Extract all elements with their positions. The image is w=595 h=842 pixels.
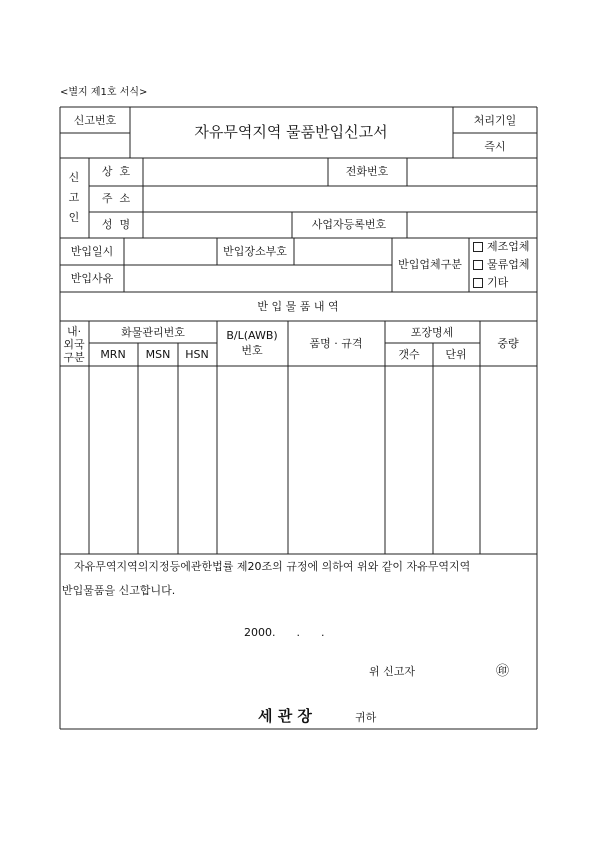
entry-place-code-label: 반입장소부호 — [223, 245, 287, 258]
declaration-statement-line2: 반입물품을 신고합니다. — [62, 584, 176, 597]
company-type-option-label: 물류업체 — [487, 258, 530, 271]
col-mrn: MRN — [100, 348, 126, 361]
entry-place-code-field[interactable] — [295, 239, 391, 264]
name-field[interactable] — [144, 213, 291, 237]
company-name-label: 상 호 — [101, 165, 131, 178]
items-entry-area[interactable] — [61, 367, 536, 553]
col-cargo-mgmt-number: 화물관리번호 — [121, 326, 185, 339]
processing-period-label: 처리기일 — [473, 114, 517, 127]
company-type-label: 반입업체구분 — [398, 258, 462, 271]
col-count: 갯수 — [398, 348, 420, 361]
report-number-field[interactable] — [60, 134, 130, 157]
company-type-option-label: 기타 — [487, 276, 509, 289]
phone-label: 전화번호 — [345, 165, 389, 178]
items-section-title: 반 입 물 품 내 역 — [257, 300, 339, 313]
col-domestic-1: 내· — [66, 325, 82, 338]
address-label: 주 소 — [101, 192, 131, 205]
declarant-char-2: 고 — [68, 191, 80, 204]
company-name-field[interactable] — [144, 159, 327, 185]
declaration-date: 2000. . . — [244, 626, 325, 639]
declarant-char-1: 신 — [68, 171, 80, 184]
entry-date-field[interactable] — [125, 239, 216, 264]
entry-reason-label: 반입사유 — [70, 272, 114, 285]
report-number-label: 신고번호 — [73, 114, 117, 127]
checkbox-icon — [473, 242, 483, 252]
form-number-label: <별지 제1호 서식> — [60, 87, 148, 98]
col-bl-awb-1: B/L(AWB) — [226, 329, 278, 342]
declarant-signature-label: 위 신고자 — [369, 665, 416, 678]
checkbox-icon — [473, 278, 483, 288]
entry-date-label: 반입일시 — [70, 245, 114, 258]
seal-icon: ㊞ — [496, 664, 510, 679]
col-domestic-2: 외국 — [63, 338, 85, 351]
col-packaging: 포장명세 — [410, 326, 454, 339]
biz-reg-no-field[interactable] — [408, 213, 536, 237]
company-type-option-manufacturer[interactable] — [472, 240, 536, 254]
biz-reg-no-label: 사업자등록번호 — [311, 218, 387, 231]
company-type-option-logistics[interactable] — [472, 258, 536, 272]
col-hsn: HSN — [185, 348, 209, 361]
company-type-option-label: 제조업체 — [487, 240, 530, 253]
processing-period-value: 즉시 — [484, 140, 506, 153]
col-item-spec: 품명 · 규격 — [309, 337, 363, 350]
recipient-customs-director: 세 관 장 — [258, 707, 312, 725]
company-type-option-other[interactable] — [472, 276, 536, 290]
col-unit: 단위 — [445, 348, 467, 361]
col-msn: MSN — [145, 348, 171, 361]
col-domestic-3: 구분 — [63, 351, 85, 364]
name-label: 성 명 — [101, 218, 131, 231]
declaration-statement-line1: 자유무역지역의지정등에관한법률 제20조의 규정에 의하여 위와 같이 자유무역지역 — [74, 560, 471, 573]
col-weight: 중량 — [497, 337, 519, 350]
declarant-char-3: 인 — [68, 211, 80, 224]
address-field[interactable] — [144, 187, 536, 211]
phone-field[interactable] — [408, 159, 536, 185]
entry-reason-field[interactable] — [125, 266, 391, 291]
form-title: 자유무역지역 물품반입신고서 — [194, 123, 388, 141]
recipient-suffix: 귀하 — [355, 711, 377, 724]
col-bl-awb-2: 번호 — [241, 344, 263, 357]
checkbox-icon — [473, 260, 483, 270]
